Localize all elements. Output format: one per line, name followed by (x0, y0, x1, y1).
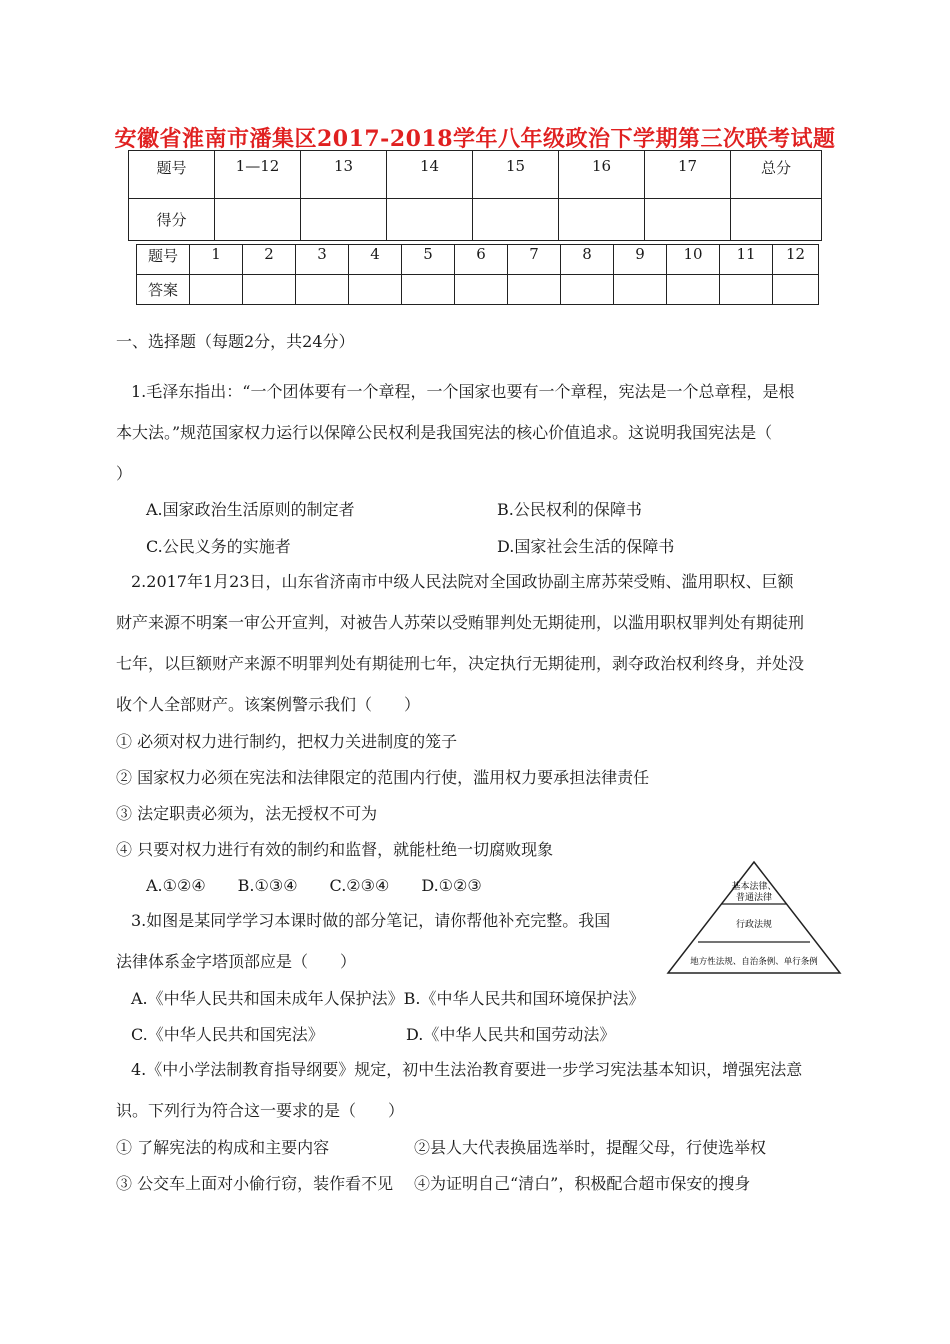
q1-stem-line: ） (116, 464, 133, 483)
answer-header-cell: 5 (402, 245, 455, 275)
q2-stem-line: 收个人全部财产。该案例警示我们（ ） (116, 695, 421, 714)
answer-row-label: 答案 (137, 275, 190, 305)
page-title: 安徽省淮南市潘集区2017-2018学年八年级政治下学期第三次联考试题 (114, 126, 836, 152)
score-cell[interactable] (645, 199, 731, 241)
law-pyramid-diagram (664, 858, 844, 978)
score-header-cell: 题号 (129, 151, 215, 199)
answer-header-cell: 7 (508, 245, 561, 275)
q1-option-d: D.国家社会生活的保障书 (497, 537, 675, 556)
answer-cell[interactable] (773, 275, 819, 305)
q2-statement: ④ 只要对权力进行有效的制约和监督，就能杜绝一切腐败现象 (116, 840, 554, 859)
score-cell[interactable] (559, 199, 645, 241)
q2-stem-line: 七年，以巨额财产来源不明罪判处有期徒刑七年，决定执行无期徒刑，剥夺政治权利终身，并处没 (116, 654, 805, 673)
q4-stem-line: 4.《中小学法制教育指导纲要》规定，初中生法治教育要进一步学习宪法基本知识，增强宪法意 (131, 1060, 803, 1079)
score-header-cell: 14 (387, 151, 473, 199)
answer-cell[interactable] (508, 275, 561, 305)
answer-header-cell: 1 (190, 245, 243, 275)
q4-statement: ②县人大代表换届选举时，提醒父母，行使选举权 (414, 1138, 767, 1157)
answer-header-cell: 12 (773, 245, 819, 275)
q2-statement: ③ 法定职责必须为，法无授权不可为 (116, 804, 378, 823)
answer-header-cell: 6 (455, 245, 508, 275)
q2-stem-line: 财产来源不明案一审公开宣判，对被告人苏荣以受贿罪判处无期徒刑，以滥用职权罪判处有期徒刑 (116, 613, 805, 632)
q3-options-ab: A.《中华人民共和国未成年人保护法》B.《中华人民共和国环境保护法》 (131, 989, 645, 1008)
q2-stem-line: 2.2017年1月23日，山东省济南市中级人民法院对全国政协副主席苏荣受贿、滥用职权、巨额 (131, 572, 794, 591)
q3-option-c: C.《中华人民共和国宪法》 (131, 1025, 324, 1044)
answer-cell[interactable] (455, 275, 508, 305)
answer-header-cell: 9 (614, 245, 667, 275)
score-row-label: 得分 (129, 199, 215, 241)
answer-header-cell: 3 (296, 245, 349, 275)
q1-stem-line: 本大法。”规范国家权力运行以保障公民权利是我国宪法的核心价值追求。这说明我国宪法是（ (116, 423, 773, 442)
section-heading: 一、选择题（每题2分，共24分） (116, 332, 355, 351)
answer-cell[interactable] (349, 275, 402, 305)
q1-option-b: B.公民权利的保障书 (497, 500, 642, 519)
pyramid-top-label: 普通法律 (735, 893, 773, 903)
answer-cell[interactable] (190, 275, 243, 305)
q3-stem-line: 3.如图是某同学学习本课时做的部分笔记，请你帮他补充完整。我国 (131, 911, 611, 930)
score-header-cell: 16 (559, 151, 645, 199)
score-cell[interactable] (473, 199, 559, 241)
q1-stem-line: 1.毛泽东指出：“一个团体要有一个章程，一个国家也要有一个章程，宪法是一个总章程，是根 (131, 382, 795, 401)
q1-option-c: C.公民义务的实施者 (146, 537, 291, 556)
score-header-cell: 17 (645, 151, 731, 199)
score-cell[interactable] (301, 199, 387, 241)
score-cell[interactable] (387, 199, 473, 241)
answer-header-cell: 2 (243, 245, 296, 275)
q3-option-d: D.《中华人民共和国劳动法》 (406, 1025, 616, 1044)
answer-header-cell: 10 (667, 245, 720, 275)
score-value-row (129, 199, 822, 241)
score-header-cell: 13 (301, 151, 387, 199)
q4-stem-line: 识。下列行为符合这一要求的是（ ） (116, 1101, 405, 1120)
answer-cell[interactable] (402, 275, 455, 305)
score-header-cell: 1—12 (215, 151, 301, 199)
q2-options: A.①②④ B.①③④ C.②③④ D.①②③ (146, 876, 482, 895)
answer-cell[interactable] (667, 275, 720, 305)
answer-value-row (137, 275, 819, 305)
score-header-cell: 15 (473, 151, 559, 199)
pyramid-top-label: 基本法律、 (731, 882, 777, 892)
pyramid-bottom-label: 地方性法规、自治条例、单行条例 (690, 957, 818, 967)
score-cell[interactable] (731, 199, 822, 241)
answer-header-row (137, 245, 819, 275)
q1-option-a: A.国家政治生活原则的制定者 (146, 500, 355, 519)
q4-statement: ④为证明自己“清白”，积极配合超市保安的搜身 (414, 1174, 751, 1193)
answer-cell[interactable] (243, 275, 296, 305)
answer-table (136, 244, 819, 305)
q3-stem-line: 法律体系金字塔顶部应是（ ） (116, 952, 357, 971)
q2-statement: ① 必须对权力进行制约，把权力关进制度的笼子 (116, 732, 458, 751)
q4-statement: ③ 公交车上面对小偷行窃，装作看不见 (116, 1174, 394, 1193)
answer-cell[interactable] (614, 275, 667, 305)
q4-statement: ① 了解宪法的构成和主要内容 (116, 1138, 330, 1157)
answer-cell[interactable] (296, 275, 349, 305)
answer-header-cell: 4 (349, 245, 402, 275)
answer-header-cell: 题号 (137, 245, 190, 275)
answer-header-cell: 8 (561, 245, 614, 275)
score-header-cell: 总分 (731, 151, 822, 199)
q2-statement: ② 国家权力必须在宪法和法律限定的范围内行使，滥用权力要承担法律责任 (116, 768, 650, 787)
pyramid-mid-label: 行政法规 (735, 920, 773, 930)
score-cell[interactable] (215, 199, 301, 241)
score-header-row (129, 151, 822, 199)
answer-header-cell: 11 (720, 245, 773, 275)
answer-cell[interactable] (561, 275, 614, 305)
answer-cell[interactable] (720, 275, 773, 305)
score-table (128, 150, 822, 241)
